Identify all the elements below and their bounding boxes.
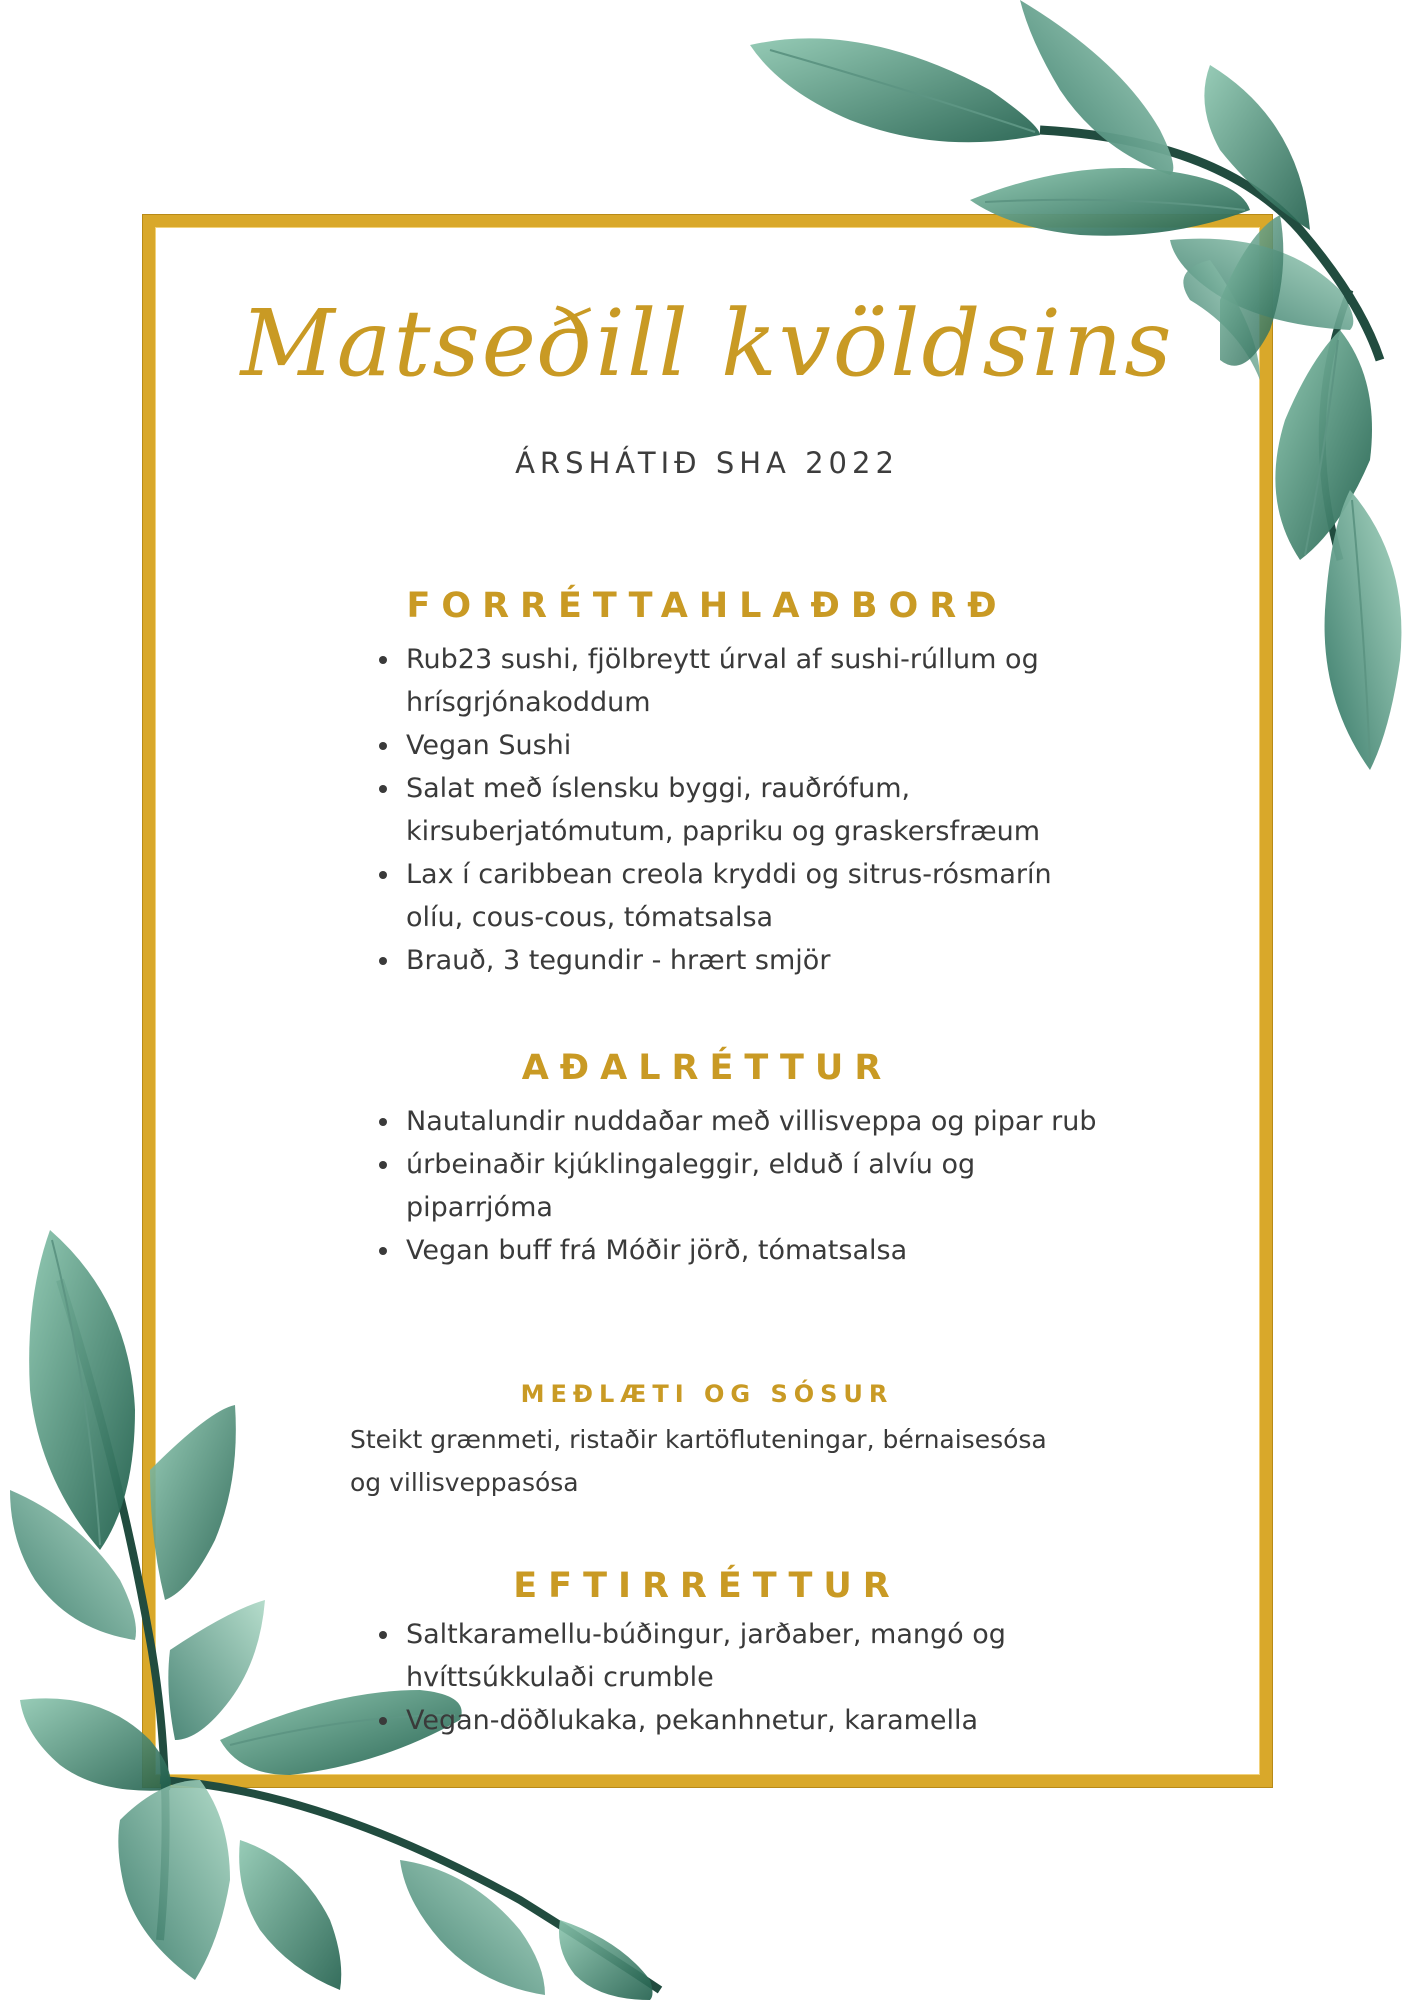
list-item: • Salat með íslensku byggi, rauðrófum, kirsuberjatómutum, papriku og graskersfræum [402, 767, 1102, 853]
list-item: • Brauð, 3 tegundir - hrært smjör [402, 939, 1102, 982]
section-title-dessert: EFTIRRÉTTUR [513, 1566, 901, 1606]
section-title-starters: FORRÉTTAHLAÐBORÐ [406, 586, 1008, 626]
section-title-sides: MEÐLÆTI OG SÓSUR [520, 1380, 894, 1408]
list-item: • Vegan buff frá Móðir jörð, tómatsalsa [402, 1229, 1102, 1272]
list-item: • Lax í caribbean creola kryddi og sitrus-rósmarín olíu, cous-cous, tómatsalsa [402, 853, 1102, 939]
dessert-list [370, 1613, 1102, 1742]
starters-list [370, 638, 1102, 982]
list-item: • Vegan Sushi [402, 724, 1102, 767]
leaves-bottom-left-illustration [0, 1220, 700, 2000]
menu-title: Matseðill kvöldsins [240, 290, 1174, 397]
list-item: • Vegan-döðlukaka, pekanhnetur, karamella [402, 1699, 1102, 1742]
list-item: • úrbeinaðir kjúklingaleggir, elduð í alvíu og piparrjóma [402, 1143, 1102, 1229]
sides-description: Steikt grænmeti, ristaðir kartöfluteningar, bérnaisesósa og villisveppasósa [350, 1425, 1047, 1497]
section-title-main: AÐALRÉTTUR [521, 1048, 893, 1088]
list-item: • Saltkaramellu-búðingur, jarðaber, mangó og hvíttsúkkulaði crumble [402, 1613, 1102, 1699]
main-course-list [370, 1100, 1102, 1272]
list-item: • Rub23 sushi, fjölbreytt úrval af sushi-rúllum og hrísgrjónakoddum [402, 638, 1102, 724]
menu-subtitle: ÁRSHÁTIÐ SHA 2022 [515, 446, 899, 480]
list-item: • Nautalundir nuddaðar með villisveppa og pipar rub [402, 1100, 1102, 1143]
